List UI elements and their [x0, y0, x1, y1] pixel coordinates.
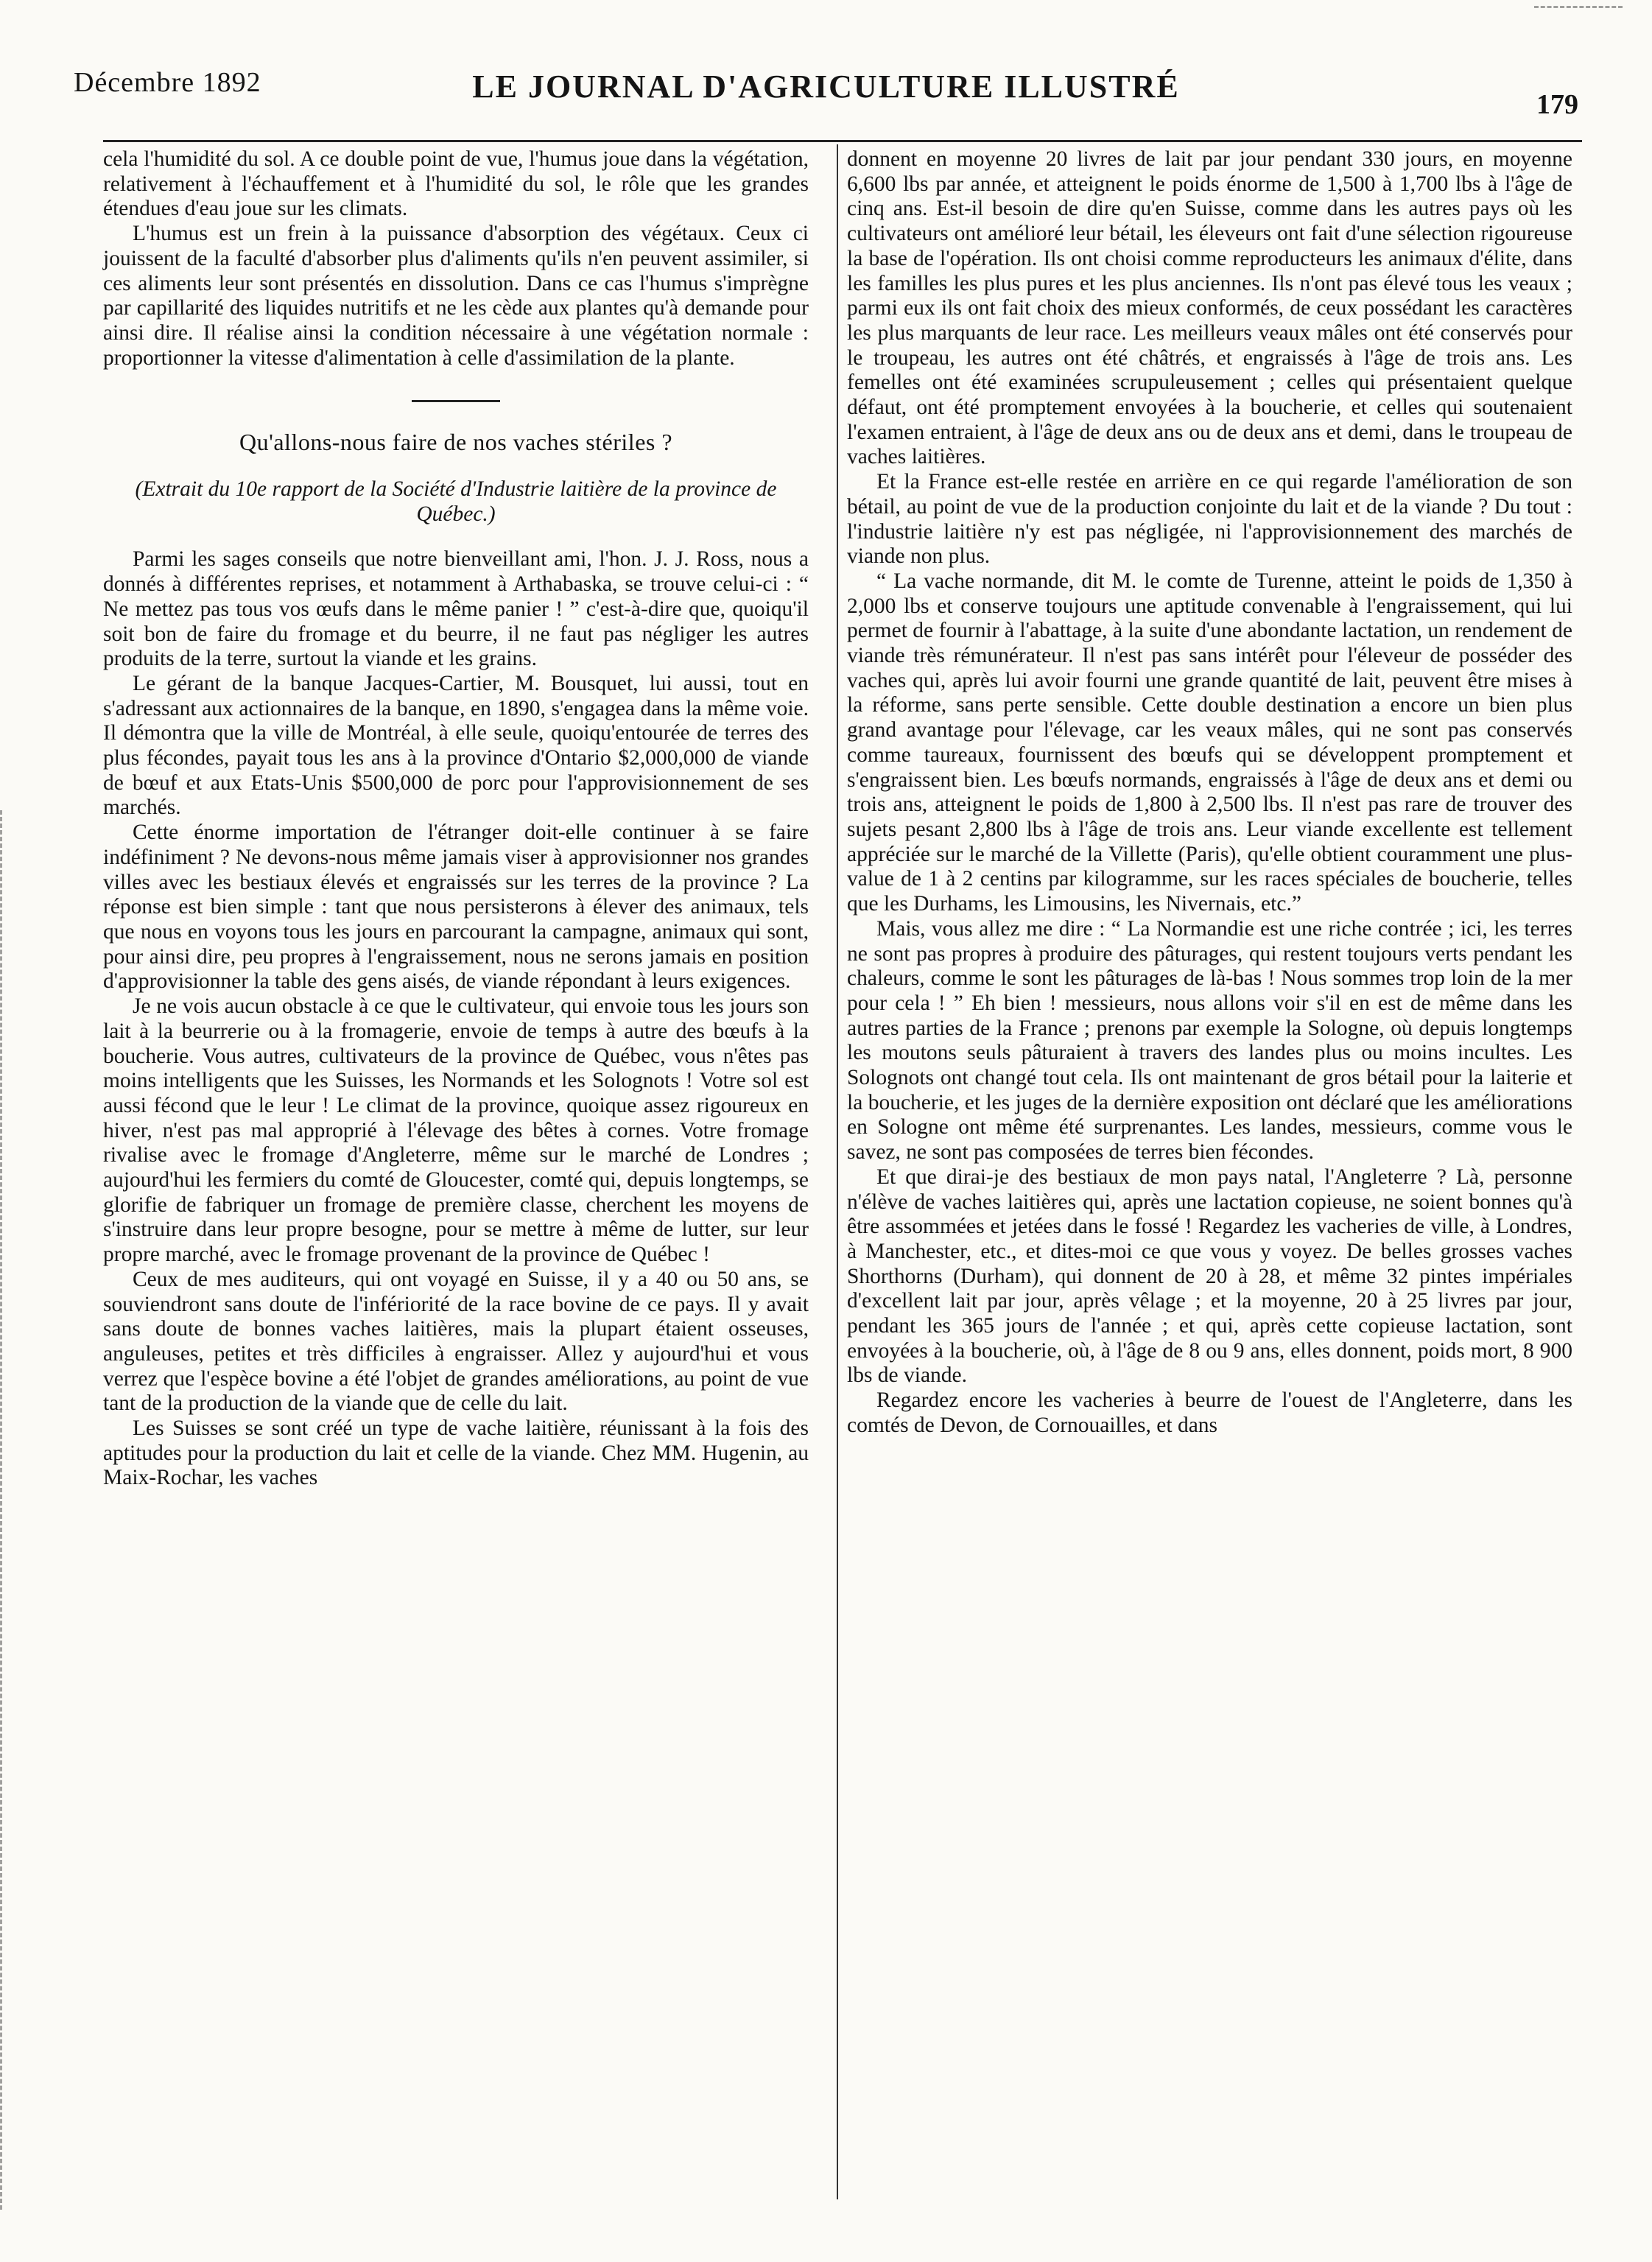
running-header: [74, 63, 1578, 120]
paragraph: Mais, vous allez me dire : “ La Normandie est une riche contrée ; ici, les terres ne sont pas propres à produire des pâturages, qui restent toujours verts pendant les chaleurs, comme le sont les pâturages de là-bas ! Nous sommes trop loin de la mer pour cela ! ” Eh bien ! messieurs, nous allons voir s'il en est de même dans les autres parties de la France ; prenons par exemple la Sologne, où depuis longtemps les moutons seuls pâturaient à travers des landes plus ou moins incultes. Les Solognots ont changé tout cela. Ils ont maintenant de gros bétail pour la laiterie et la boucherie, et les juges de la dernière exposition ont déclaré que les améliorations en Sologne ont même été surprenantes. Les landes, messieurs, comme vous le savez, ne sont pas composées de terres bien fécondes.: [847, 916, 1572, 1165]
paragraph: Et la France est-elle restée en arrière en ce qui regarde l'amélioration de son bétail, au point de vue de la production conjointe du lait et de la viande ? Du tout : l'industrie laitière n'y est pas négligée, ni l'approvisionnement des marchés de viande non plus.: [847, 470, 1572, 569]
page-number: 179: [1536, 89, 1578, 120]
paragraph: cela l'humidité du sol. A ce double point de vue, l'humus joue dans la végétation, relativement à l'échauffement et à l'humidité du sol, le rôle que les grandes étendues d'eau joue sur les climats.: [103, 147, 809, 221]
section-separator: [412, 400, 500, 402]
paragraph: Parmi les sages conseils que notre bienveillant ami, l'hon. J. J. Ross, nous a donnés à différentes reprises, et notamment à Arthabaska, se trouve celui-ci : “ Ne mettez pas tous vos œufs dans le même panier ! ” c'est-à-dire que, quoiqu'il soit bon de faire du fromage et du beurre, il ne faut pas négliger les autres produits de la terre, surtout la viande et les grains.: [103, 547, 809, 671]
paragraph: Les Suisses se sont créé un type de vache laitière, réunissant à la fois des aptitudes pour la production du lait et celle de la viande. Chez MM. Hugenin, au Maix-Rochar, les vaches: [103, 1416, 809, 1490]
paragraph: “ La vache normande, dit M. le comte de Turenne, atteint le poids de 1,350 à 2,000 lbs et conserve toujours une aptitude convenable à l'engraissement, qui lui permet de fournir à l'abattage, à la suite d'une abondante lactation, un rendement de viande très rémunérateur. Il n'est pas sans intérêt pour l'éleveur de posséder des vaches qui, après lui avoir fourni une grande quantité de lait, peuvent être mises à la réforme, sans perte sensible. Cette double destination a encore un bien plus grand avantage pour l'élevage, car les veaux mâles, qui ne sont pas conservés comme taureaux, fournissent des bœufs qui se développent promptement et s'engraissent bien. Les bœufs normands, engraissés à l'âge de deux ans et demi ou trois ans, atteignent le poids de 1,800 à 2,500 lbs. Il n'est pas rare de trouver des sujets pesant 2,800 lbs à l'âge de trois ans. Leur viande excellente est tellement appréciée sur le marché de la Villette (Paris), qu'elle obtient couramment une plus-value de 1 à 2 centins par kilogramme, sur les races spéciales de boucherie, telles que les Durhams, les Limousins, les Nivernais, etc.”: [847, 569, 1572, 916]
paragraph: Ceux de mes auditeurs, qui ont voyagé en Suisse, il y a 40 ou 50 ans, se souviendront sans doute de l'infériorité de la race bovine de ce pays. Il y avait sans doute de bonnes vaches laitières, mais la plupart étaient osseuses, anguleuses, petites et très difficiles à engraisser. Allez y aujourd'hui et vous verrez que l'espèce bovine a été l'objet de grandes améliorations, au point de vue tant de la production de la viande que de celle du lait.: [103, 1267, 809, 1416]
article-title: Qu'allons-nous faire de nos vaches stériles ?: [239, 429, 673, 456]
header-rule: [103, 140, 1582, 142]
issue-date: Décembre 1892: [74, 67, 261, 98]
paragraph: Et que dirai-je des bestiaux de mon pays natal, l'Angleterre ? Là, personne n'élève de vaches laitières qui, après une lactation copieuse, ne soient bonnes qu'à être assommées et jetées dans le fossé ! Regardez les vacheries de ville, à Londres, à Manchester, etc., et dites-moi ce que vous y voyez. De belles grosses vaches Shorthorns (Durham), qui donnent de 20 à 28, et même 32 pintes impériales d'excellent lait par jour, après vêlage ; et la moyenne, 20 à 25 livres par jour, pendant les 365 jours de l'année ; et qui, après cette copieuse lactation, sont envoyées à la boucherie, où, à l'âge de 8 ou 9 ans, elles donnent, poids mort, 8 900 lbs de viande.: [847, 1165, 1572, 1388]
paragraph: Je ne vois aucun obstacle à ce que le cultivateur, qui envoie tous les jours son lait à la beurrerie ou à la fromagerie, envoie de temps à autre des bœufs à la boucherie. Vous autres, cultivateurs de la province de Québec, vous n'êtes pas moins intelligents que les Suisses, les Normands et les Solognots ! Votre sol est aussi fécond que le leur ! Le climat de la province, quoique assez rigoureux en hiver, n'est pas mal approprié à l'élevage des bêtes à cornes. Votre fromage rivalise avec le fromage d'Angleterre, même sur le marché de Londres ; aujourd'hui les fermiers du comté de Gloucester, comté qui, depuis longtemps, se glorifie de fabriquer un fromage de première classe, cherchent les moyens de s'instruire dans leur propre besogne, pour se mettre à même de lutter, sur leur propre marché, avec le fromage provenant de la province de Québec !: [103, 994, 809, 1267]
right-column: [847, 147, 1572, 1439]
journal-title: LE JOURNAL D'AGRICULTURE ILLUSTRÉ: [472, 69, 1180, 105]
article-subtitle: (Extrait du 10e rapport de la Société d'Industrie laitière de la province de Québec.): [135, 477, 777, 526]
scan-corner-mark: [1534, 6, 1623, 13]
paragraph: Regardez encore les vacheries à beurre de l'ouest de l'Angleterre, dans les comtés de Devon, de Cornouailles, et dans: [847, 1388, 1572, 1437]
paragraph: donnent en moyenne 20 livres de lait par jour pendant 330 jours, en moyenne 6,600 lbs par année, et atteignent le poids énorme de 1,500 à 1,700 lbs à l'âge de cinq ans. Est-il besoin de dire qu'en Suisse, comme dans les autres pays où les cultivateurs ont amélioré leur bétail, les éleveurs ont fait d'une sélection rigoureuse la base de l'opération. Ils ont choisi comme reproducteurs les animaux d'élite, dans les familles les plus pures et les plus anciennes. Ils n'ont pas élevé tous les veaux ; parmi eux ils ont fait choix des mieux conformés, de ceux possédant les caractères les plus marquants de leur race. Les meilleurs veaux mâles ont été conservés pour le troupeau, les autres ont été châtrés, et engraissés à l'âge de trois ans. Les femelles ont été examinées scrupuleusement ; celles qui présentaient quelque défaut, ont été promptement envoyées à la boucherie, et celles qui soutenaient l'examen entraient, à l'âge de deux ans ou de deux ans et demi, dans le troupeau de vaches laitières.: [847, 147, 1572, 469]
column-divider: [837, 144, 838, 2199]
paragraph: Cette énorme importation de l'étranger doit-elle continuer à se faire indéfiniment ? Ne devons-nous même jamais viser à approvisionner nos grandes villes avec les bestiaux élevés et engraissés sur les terres de la province ? La réponse est bien simple : tant que nous persisterons à élever des animaux, tels que nous en voyons tous les jours en parcourant la campagne, animaux qui sont, pour ainsi dire, peu propres à l'engraissement, nous ne serons jamais en position d'approvisionner la table des gens aisés, de viande répondant à leurs exigences.: [103, 821, 809, 994]
left-column: [103, 147, 809, 1491]
paragraph: Le gérant de la banque Jacques-Cartier, M. Bousquet, lui aussi, tout en s'adressant aux actionnaires de la banque, en 1890, s'engagea dans la même voie. Il démontra que la ville de Montréal, à elle seule, quoiqu'entourée de terres des plus fécondes, payait tous les ans à la province d'Ontario $2,000,000 de viande de bœuf et aux Etats-Unis $500,000 de porc pour l'approvisionnement de ses marchés.: [103, 671, 809, 820]
paragraph: L'humus est un frein à la puissance d'absorption des végétaux. Ceux ci jouissent de la faculté d'absorber plus d'aliments qu'ils n'en peuvent assimiler, si ces aliments leur sont présentés en dissolution. Dans ce cas l'humus s'imprègne par capillarité des liquides nutritifs et ne les cède aux plantes qu'à demande pour ainsi dire. Il réalise ainsi la condition nécessaire à une végétation normale : proportionner la vitesse d'alimentation à celle d'assimilation de la plante.: [103, 222, 809, 370]
scan-edge-mark: [0, 810, 4, 2210]
